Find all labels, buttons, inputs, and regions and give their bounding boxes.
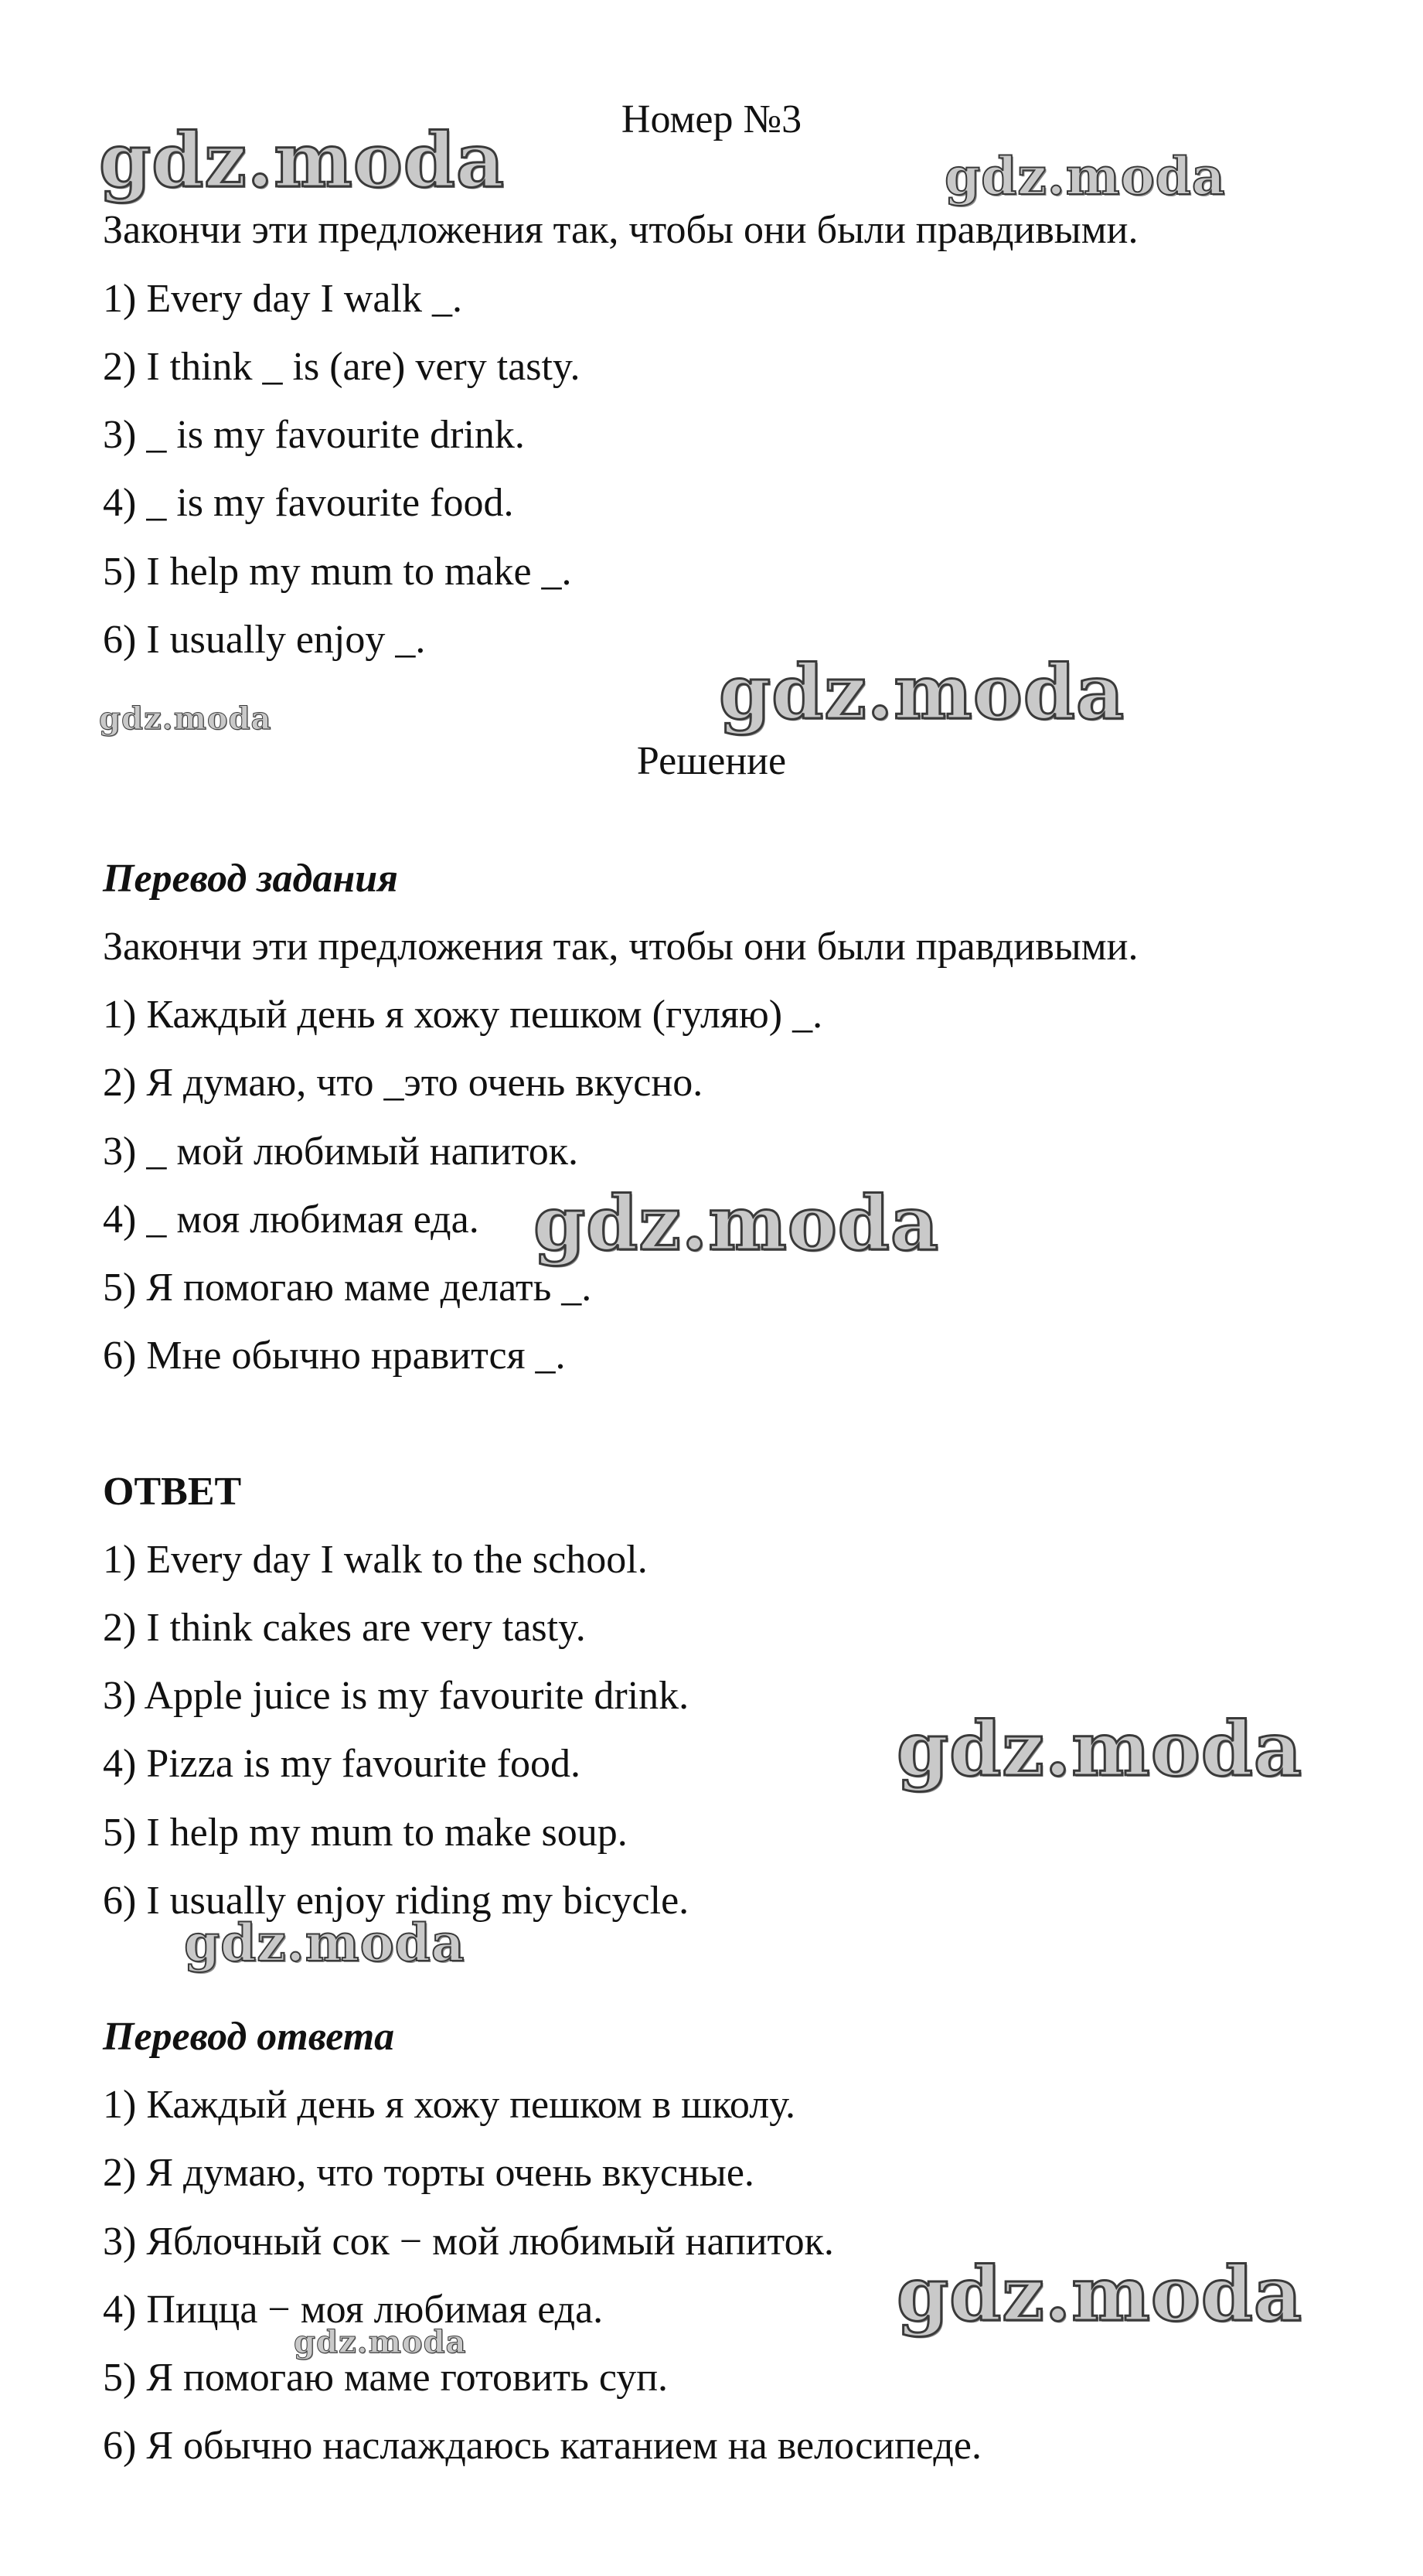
- task-item: 3) _ is my favourite drink.: [103, 413, 525, 457]
- task-item: 2) I think _ is (are) very tasty.: [103, 345, 580, 389]
- task-translation-instruction: Закончи эти предложения так, чтобы они были правдивыми.: [103, 925, 1139, 969]
- task-translation-heading: Перевод задания: [103, 857, 398, 901]
- watermark-logo: gdz.moda: [897, 1705, 1303, 1793]
- watermark-logo: gdz.moda: [99, 117, 506, 204]
- watermark-logo: gdz.moda: [184, 1913, 465, 1973]
- answer-item: 1) Every day I walk to the school.: [103, 1538, 648, 1582]
- answer-translation-item: 3) Яблочный сок − мой любимый напиток.: [103, 2220, 834, 2264]
- task-translation-item: 2) Я думаю, что _это очень вкусно.: [103, 1061, 703, 1105]
- task-translation-item: 4) _ моя любимая еда.: [103, 1198, 479, 1242]
- watermark-logo: gdz.moda: [945, 146, 1226, 206]
- answer-heading: ОТВЕТ: [103, 1470, 242, 1514]
- watermark-logo: gdz.moda: [719, 649, 1125, 736]
- answer-translation-item: 6) Я обычно наслаждаюсь катанием на велосипеде.: [103, 2424, 982, 2468]
- answer-translation-item: 4) Пицца − моя любимая еда.: [103, 2288, 604, 2332]
- task-translation-item: 6) Мне обычно нравится _.: [103, 1334, 566, 1378]
- task-item: 6) I usually enjoy _.: [103, 618, 426, 662]
- task-instruction: Закончи эти предложения так, чтобы они были правдивыми.: [103, 208, 1139, 252]
- watermark-logo: gdz.moda: [99, 700, 272, 737]
- task-translation-item: 3) _ мой любимый напиток.: [103, 1130, 578, 1174]
- answer-item: 6) I usually enjoy riding my bicycle.: [103, 1879, 689, 1923]
- answer-translation-item: 1) Каждый день я хожу пешком в школу.: [103, 2083, 795, 2127]
- answer-item: 5) I help my mum to make soup.: [103, 1811, 628, 1855]
- watermark-logo: gdz.moda: [897, 2251, 1303, 2338]
- task-item: 1) Every day I walk _.: [103, 277, 462, 321]
- answer-translation-heading: Перевод ответа: [103, 2015, 395, 2059]
- solution-label: Решение: [636, 739, 787, 783]
- watermark-logo: gdz.moda: [533, 1180, 940, 1267]
- answer-item: 2) I think cakes are very tasty.: [103, 1606, 586, 1650]
- page-title: Номер №3: [621, 97, 802, 141]
- answer-item: 4) Pizza is my favourite food.: [103, 1742, 581, 1786]
- task-translation-item: 1) Каждый день я хожу пешком (гуляю) _.: [103, 993, 823, 1037]
- task-item: 4) _ is my favourite food.: [103, 481, 514, 525]
- task-item: 5) I help my mum to make _.: [103, 550, 572, 594]
- task-translation-item: 5) Я помогаю маме делать _.: [103, 1266, 592, 1310]
- answer-translation-item: 2) Я думаю, что торты очень вкусные.: [103, 2151, 754, 2195]
- answer-translation-item: 5) Я помогаю маме готовить суп.: [103, 2356, 669, 2400]
- answer-item: 3) Apple juice is my favourite drink.: [103, 1674, 689, 1718]
- watermark-logo: gdz.moda: [294, 2324, 467, 2360]
